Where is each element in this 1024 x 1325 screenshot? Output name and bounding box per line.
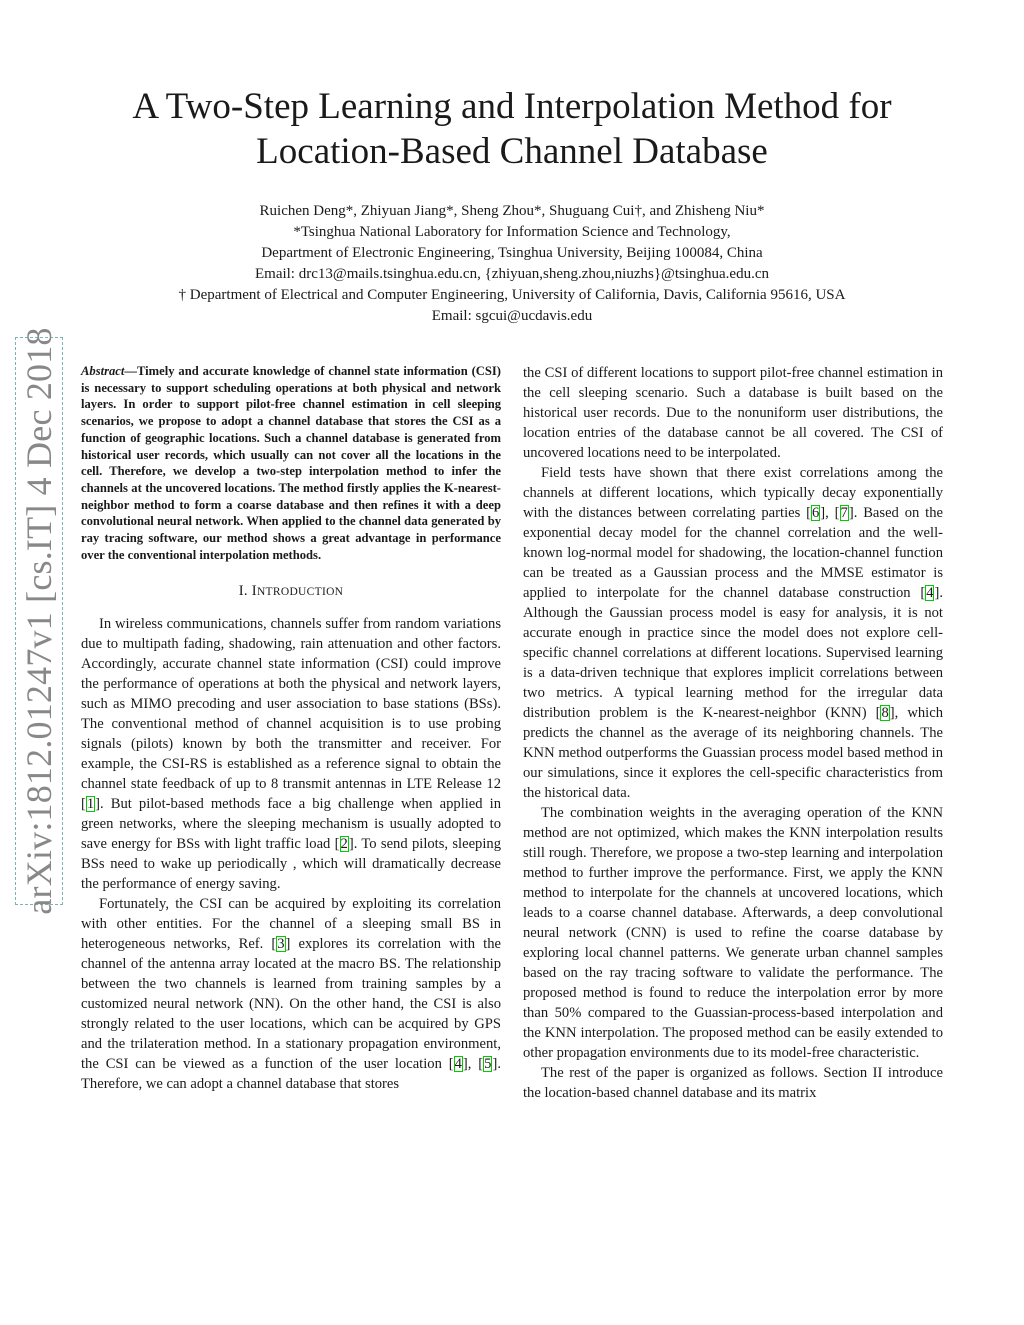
intro-paragraph-5 bbox=[523, 1063, 943, 1103]
paragraph-text: ]. Based on the exponential decay model for the channel correlation and the well-known log-normal model for shadowing, the location-channel function can be treated as a Gaussian process and the MMSE estimator is applied to interpolate for the channel database construction [ bbox=[523, 505, 943, 601]
paragraph-text: ], [ bbox=[820, 505, 840, 521]
paragraph-text: The rest of the paper is organized as follows. Section II introduce the location-based channel database and its matrix bbox=[523, 1065, 943, 1101]
paragraph-text: ], which predicts the channel as the average of its neighboring channels. The KNN method outperforms the Guassian process model based method in our simulations, since it explores the cell-specific characteristics from the historical data. bbox=[523, 705, 943, 801]
section-title-rest: NTRODUCTION bbox=[256, 586, 344, 599]
affiliation-tsinghua-dept: Department of Electronic Engineering, Tsinghua University, Beijing 100084, China bbox=[261, 245, 763, 261]
paper-title bbox=[40, 84, 984, 174]
email-ucdavis: Email: sgcui@ucdavis.edu bbox=[431, 308, 593, 324]
paragraph-text: ], [ bbox=[462, 1056, 484, 1073]
author-block bbox=[40, 201, 984, 327]
intro-paragraph-2 bbox=[81, 894, 501, 1094]
abstract-text: —Timely and accurate knowledge of channel state information (CSI) is necessary to support scheduling operations at both physical and network layers. In order to support pilot-free channel estimation in cell sleeping scenarios, we propose to adopt a channel database that stores the CSI as a function of geographic locations. Such a channel database is generated from historical user records, which usually can not cover all the locations in the cell. Therefore, we develop a two-step interpolation method to infer the channels at the uncovered locations. The method firstly applies the K-nearest-neighbor method to form a coarse database and then refines it with a deep convolutional neural network. When applied to the channel data generated by ray tracing software, our method shows a great advantage in performance over the conventional interpolation methods. bbox=[81, 364, 501, 562]
paragraph-text: In wireless communications, channels suffer from random variations due to multipath fading, shadowing, rain attenuation and other factors. Accordingly, accurate channel state information (CSI) could improve the performance of operations at both the physical and network layers, such as MIMO precoding and user association to base stations (BSs). The conventional method of channel acquisition is to use probing signals (pilots) known by both the transmitter and receiver. For example, the CSI-RS is established as a reference signal to obtain the channel state feedback of up to 8 transmit antennas in LTE Release 12 [ bbox=[81, 616, 501, 813]
paragraph-text: Fortunately, the CSI can be acquired by exploiting its correlation with other entities. For the channel of a sleeping small BS in heterogeneous networks, Ref. [ bbox=[81, 896, 501, 953]
citation-link[interactable]: 4 bbox=[926, 585, 934, 601]
citation-link[interactable]: 6 bbox=[812, 505, 820, 521]
abstract-label: Abstract bbox=[81, 364, 125, 378]
arxiv-identifier-stamp bbox=[15, 327, 63, 915]
intro-paragraph-3 bbox=[523, 463, 943, 803]
paragraph-text: the CSI of different locations to support pilot-free channel estimation in the cell sleeping scenario. Such a database is built based on the historical user records. Due to the nonuniform user distributions, the location entries of the database cannot be all covered. The CSI of uncovered locations need to be interpolated. bbox=[523, 365, 943, 461]
paragraph-text: The combination weights in the averaging operation of the KNN method are not optimized, which makes the KNN interpolation results still rough. Therefore, we propose a two-step learning and interpolation method to further improve the performance. First, we apply the KNN method to interpolate for the channels at uncovered locations, which leads to a coarse channel database. Afterwards, a deep convolutional neural network (CNN) is used to refine the coarse database by exploring local channel patterns. We generate urban channel samples based on the ray tracing software to validate the performance. The proposed method is found to reduce the interpolation error by more than 50% compared to the Guassian-process-based interpolation and the KNN interpolation. The proposed method can be easily extended to other propagation environments due to its model-free characteristic. bbox=[523, 805, 943, 1061]
citation-link[interactable]: 8 bbox=[881, 705, 889, 721]
citation-link[interactable]: 4 bbox=[454, 1056, 462, 1073]
citation-link[interactable]: 7 bbox=[840, 505, 848, 521]
paper-title-line-2: Location-Based Channel Database bbox=[256, 131, 768, 172]
intro-paragraph-continued bbox=[523, 363, 943, 463]
affiliation-tsinghua-lab: *Tsinghua National Laboratory for Information Science and Technology, bbox=[293, 224, 731, 240]
affiliation-ucdavis: † Department of Electrical and Computer Engineering, University of California, Davis, California 95616, USA bbox=[178, 287, 846, 303]
section-title-cap: I bbox=[251, 583, 257, 600]
left-column bbox=[81, 363, 501, 1094]
right-column bbox=[523, 363, 943, 1103]
intro-paragraph-4 bbox=[523, 803, 943, 1063]
arxiv-identifier-text: arXiv:1812.01247v1 [cs.IT] 4 Dec 2018 bbox=[19, 327, 59, 915]
paper-title-line-1: A Two-Step Learning and Interpolation Method for bbox=[132, 86, 892, 127]
citation-link[interactable]: 2 bbox=[340, 836, 348, 853]
email-tsinghua: Email: drc13@mails.tsinghua.edu.cn, {zhiyuan,sheng.zhou,niuzhs}@tsinghua.edu.cn bbox=[254, 266, 769, 282]
abstract bbox=[81, 363, 501, 563]
citation-link[interactable]: 1 bbox=[86, 796, 95, 813]
section-number: I. bbox=[238, 583, 248, 600]
paragraph-text: ]. Therefore, we can adopt a channel database that stores bbox=[81, 1056, 501, 1093]
paragraph-text: ]. To send pilots, sleeping BSs need to wake up periodically , which will dramatically decrease the performance of energy saving. bbox=[81, 836, 501, 893]
paragraph-text: ] explores its correlation with the channel of the antenna array located at the macro BS. The relationship between the two channels is learned from training samples by a customized neural network (NN). On the other hand, the CSI is also strongly related to the user locations, which can be acquired by GPS and the trilateration method. In a stationary propagation environment, the CSI can be viewed as a function of the user location [ bbox=[81, 936, 501, 1073]
citation-link[interactable]: 3 bbox=[277, 936, 285, 953]
section-heading-introduction bbox=[81, 581, 501, 602]
citation-link[interactable]: 5 bbox=[484, 1056, 492, 1073]
paragraph-text: ]. Although the Gaussian process model is easy for analysis, it is not accurate enough in practice since the model does not explore cell-specific channel correlations at different locations. Supervised learning is a data-driven technique that explores implicit correlations between two metrics. A typical learning method for the irregular data distribution problem is the K-nearest-neighbor (KNN) [ bbox=[523, 585, 943, 721]
paragraph-text: ]. But pilot-based methods face a big challenge when applied in green networks, where the sleeping mechanism is usually adopted to save energy for BSs with light traffic load [ bbox=[81, 796, 501, 853]
author-names: Ruichen Deng*, Zhiyuan Jiang*, Sheng Zhou*, Shuguang Cui†, and Zhisheng Niu* bbox=[259, 203, 765, 219]
intro-paragraph-1 bbox=[81, 614, 501, 894]
paragraph-text: Field tests have shown that there exist correlations among the channels at different locations, which typically decay exponentially with the distances between correlating parties [ bbox=[523, 465, 943, 521]
